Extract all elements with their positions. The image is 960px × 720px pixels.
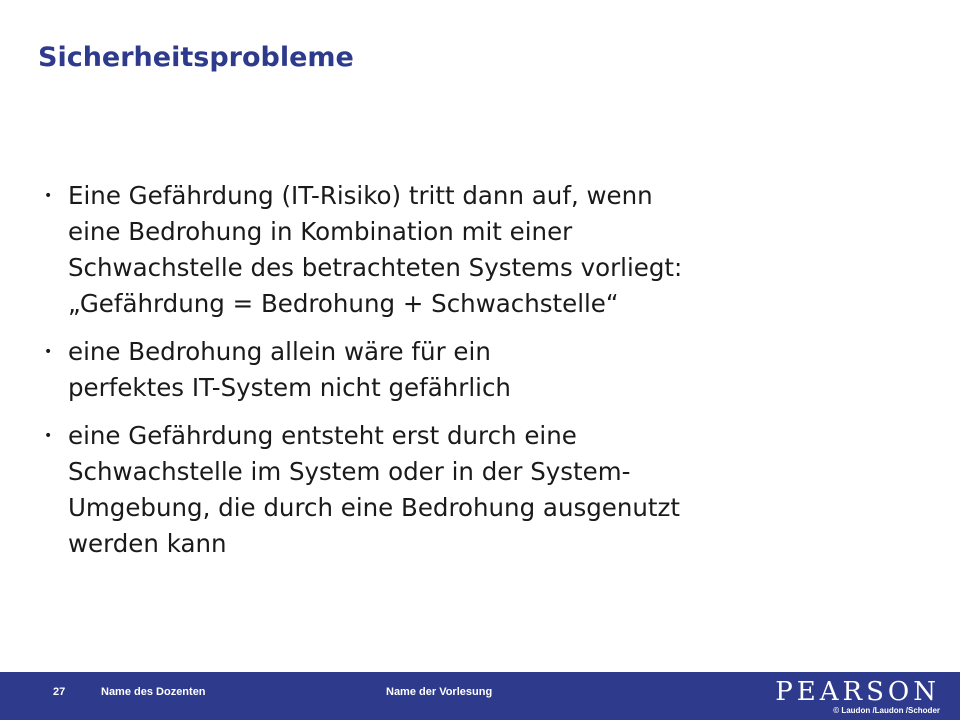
bullet-dot-icon: • xyxy=(44,428,53,444)
lecturer-name-text: Name des Dozenten xyxy=(101,686,206,698)
pearson-logo: PEARSON xyxy=(775,677,940,707)
bullet-text-line: Umgebung, die durch eine Bedrohung ausgenutzt xyxy=(68,493,680,522)
slide-title: Sicherheitsprobleme xyxy=(38,42,354,73)
bullet-text-line: Schwachstelle im System oder in der System- xyxy=(68,457,631,486)
bullet-item xyxy=(44,334,924,406)
copyright-notice: © Laudon /Laudon /Schoder xyxy=(833,706,940,715)
course-name: Name der Vorlesung xyxy=(386,686,493,698)
bullet-dot-icon: • xyxy=(44,188,53,204)
bullet-text-line: eine Gefährdung entsteht erst durch eine xyxy=(68,421,577,450)
bullet-text-line: „Gefährdung = Bedrohung + Schwachstelle“ xyxy=(68,289,619,318)
page-number: 27 xyxy=(53,686,66,698)
bullet-text-line: perfektes IT-System nicht gefährlich xyxy=(68,373,511,402)
bullet-text-line: eine Bedrohung allein wäre für ein xyxy=(68,337,491,366)
bullet-text-line: Schwachstelle des betrachteten Systems vorliegt: xyxy=(68,253,683,282)
bullet-list xyxy=(44,178,924,574)
bullet-text-line: Eine Gefährdung (IT-Risiko) tritt dann auf, wenn xyxy=(68,181,653,210)
bullet-text-line: werden kann xyxy=(68,529,227,558)
bullet-item xyxy=(44,178,924,322)
bullet-text-line: eine Bedrohung in Kombination mit einer xyxy=(68,217,573,246)
bullet-item xyxy=(44,418,924,562)
footer-bar xyxy=(0,672,960,720)
bullet-dot-icon: • xyxy=(44,344,53,360)
